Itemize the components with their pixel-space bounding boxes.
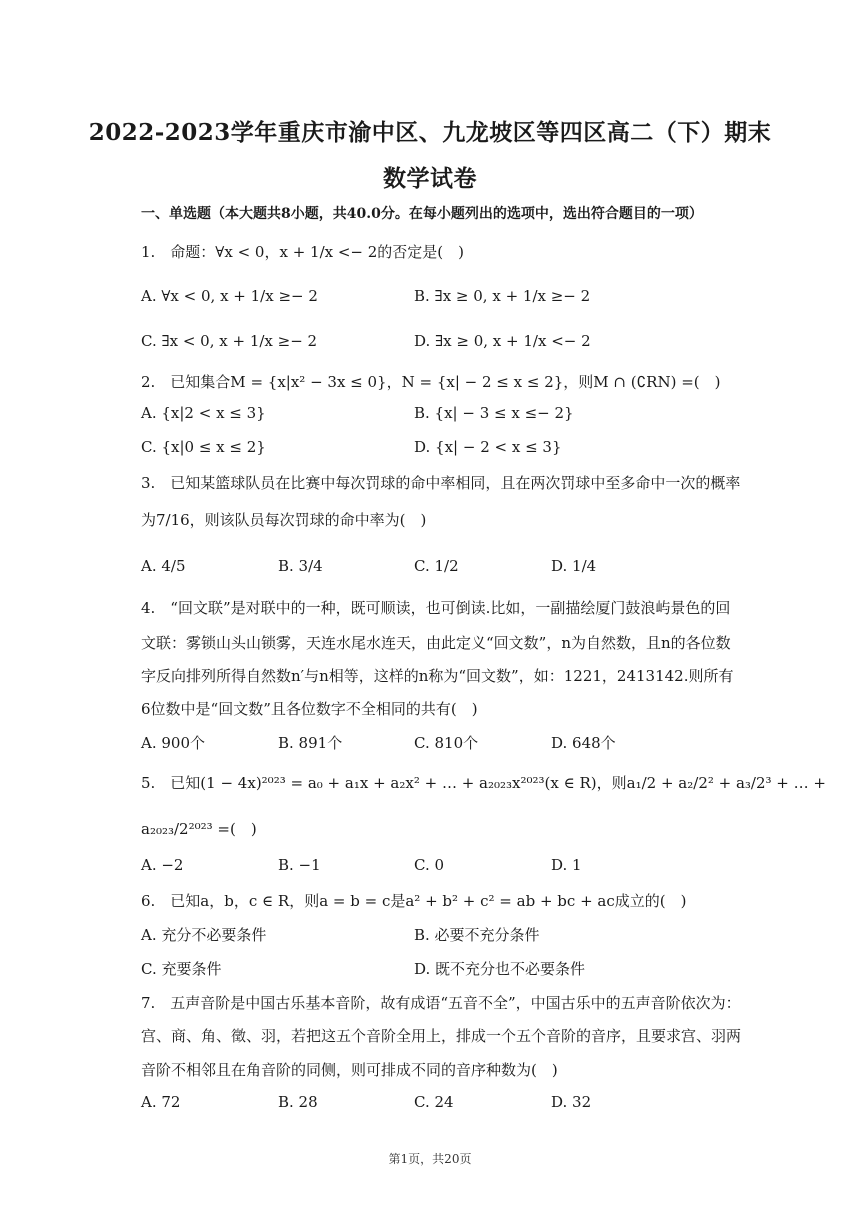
question-2-option-c: C. {x|0 ≤ x ≤ 2}	[141, 438, 266, 456]
question-7-line3: 音阶不相邻且在角音阶的同侧，则可排成不同的音序种数为( )	[141, 1061, 558, 1079]
question-5-option-b: B. −1	[278, 856, 321, 874]
question-5-option-c: C. 0	[414, 856, 445, 874]
question-2-option-d: D. {x| − 2 < x ≤ 3}	[414, 438, 562, 456]
question-7-option-d: D. 32	[551, 1093, 592, 1111]
question-3-option-a: A. 4/5	[141, 557, 186, 575]
question-3-stem-line2: 为7/16，则该队员每次罚球的命中率为( )	[141, 511, 427, 529]
question-6-stem: 6. 已知a，b，c ∈ R，则a = b = c是a² + b² + c² = ab + bc + ac成立的( )	[141, 892, 687, 910]
question-1-option-c: C. ∃x < 0, x + 1/x ≥− 2	[141, 332, 318, 350]
question-5-option-d: D. 1	[551, 856, 582, 874]
question-4-option-a: A. 900个	[141, 734, 205, 752]
question-5-option-a: A. −2	[141, 856, 184, 874]
question-6-option-a: A. 充分不必要条件	[141, 926, 267, 944]
question-4-line2: 文联：雾锁山头山锁雾，天连水尾水连天，由此定义“回文数”，n为自然数，且n的各位数	[141, 634, 731, 652]
question-7-option-b: B. 28	[278, 1093, 318, 1111]
question-1-option-a: A. ∀x < 0, x + 1/x ≥− 2	[141, 287, 318, 305]
question-1-option-b: B. ∃x ≥ 0, x + 1/x ≥− 2	[414, 287, 591, 305]
question-2-option-b: B. {x| − 3 ≤ x ≤− 2}	[414, 404, 574, 422]
page-footer: 第1页，共20页	[388, 1152, 472, 1166]
question-4-option-b: B. 891个	[278, 734, 343, 752]
question-3-option-b: B. 3/4	[278, 557, 323, 575]
question-3-option-d: D. 1/4	[551, 557, 597, 575]
page-subtitle: 数学试卷	[383, 165, 477, 192]
question-4-option-c: C. 810个	[414, 734, 479, 752]
question-4-line3: 字反向排列所得自然数n′与n相等，这样的n称为“回文数”，如：1221，2413142.则所有	[141, 667, 734, 685]
question-5-line1: 5. 已知(1 − 4x)²⁰²³ = a₀ + a₁x + a₂x² + … + a₂₀₂₃x²⁰²³(x ∈ R)，则a₁/2 + a₂/2² + a₃/2³ + … +	[141, 774, 826, 792]
question-1-option-d: D. ∃x ≥ 0, x + 1/x <− 2	[414, 332, 591, 350]
question-7-line2: 宫、商、角、徵、羽，若把这五个音阶全用上，排成一个五个音阶的音序，且要求宫、羽两	[141, 1027, 742, 1045]
question-4-line1: 4. “回文联”是对联中的一种，既可顺读，也可倒读.比如，一副描绘厦门鼓浪屿景色的回	[141, 599, 731, 617]
question-4-option-d: D. 648个	[551, 734, 616, 752]
question-2-option-a: A. {x|2 < x ≤ 3}	[141, 404, 266, 422]
question-4-line4: 6位数中是“回文数”且各位数字不全相同的共有( )	[141, 700, 478, 718]
page-title: 2022-2023学年重庆市渝中区、九龙坡区等四区高二（下）期末	[88, 119, 772, 146]
question-7-option-a: A. 72	[141, 1093, 181, 1111]
question-3-option-c: C. 1/2	[414, 557, 459, 575]
question-7-line1: 7. 五声音阶是中国古乐基本音阶，故有成语“五音不全”，中国古乐中的五声音阶依次为：	[141, 994, 741, 1012]
question-6-option-c: C. 充要条件	[141, 960, 222, 978]
question-5-line2: a₂₀₂₃/2²⁰²³ =( )	[141, 820, 257, 838]
question-7-option-c: C. 24	[414, 1093, 454, 1111]
question-6-option-d: D. 既不充分也不必要条件	[414, 960, 586, 978]
section-heading: 一、单选题（本大题共8小题，共40.0分。在每小题列出的选项中，选出符合题目的一项）	[141, 206, 703, 222]
question-6-option-b: B. 必要不充分条件	[414, 926, 540, 944]
question-3-stem-line1: 3. 已知某篮球队员在比赛中每次罚球的命中率相同，且在两次罚球中至多命中一次的概率	[141, 474, 741, 492]
question-2-stem: 2. 已知集合M = {x|x² − 3x ≤ 0}，N = {x| − 2 ≤ x ≤ 2}，则M ∩ (∁RN) =( )	[141, 373, 721, 391]
question-1-stem: 1. 命题：∀x < 0，x + 1/x <− 2的否定是( )	[141, 243, 465, 261]
